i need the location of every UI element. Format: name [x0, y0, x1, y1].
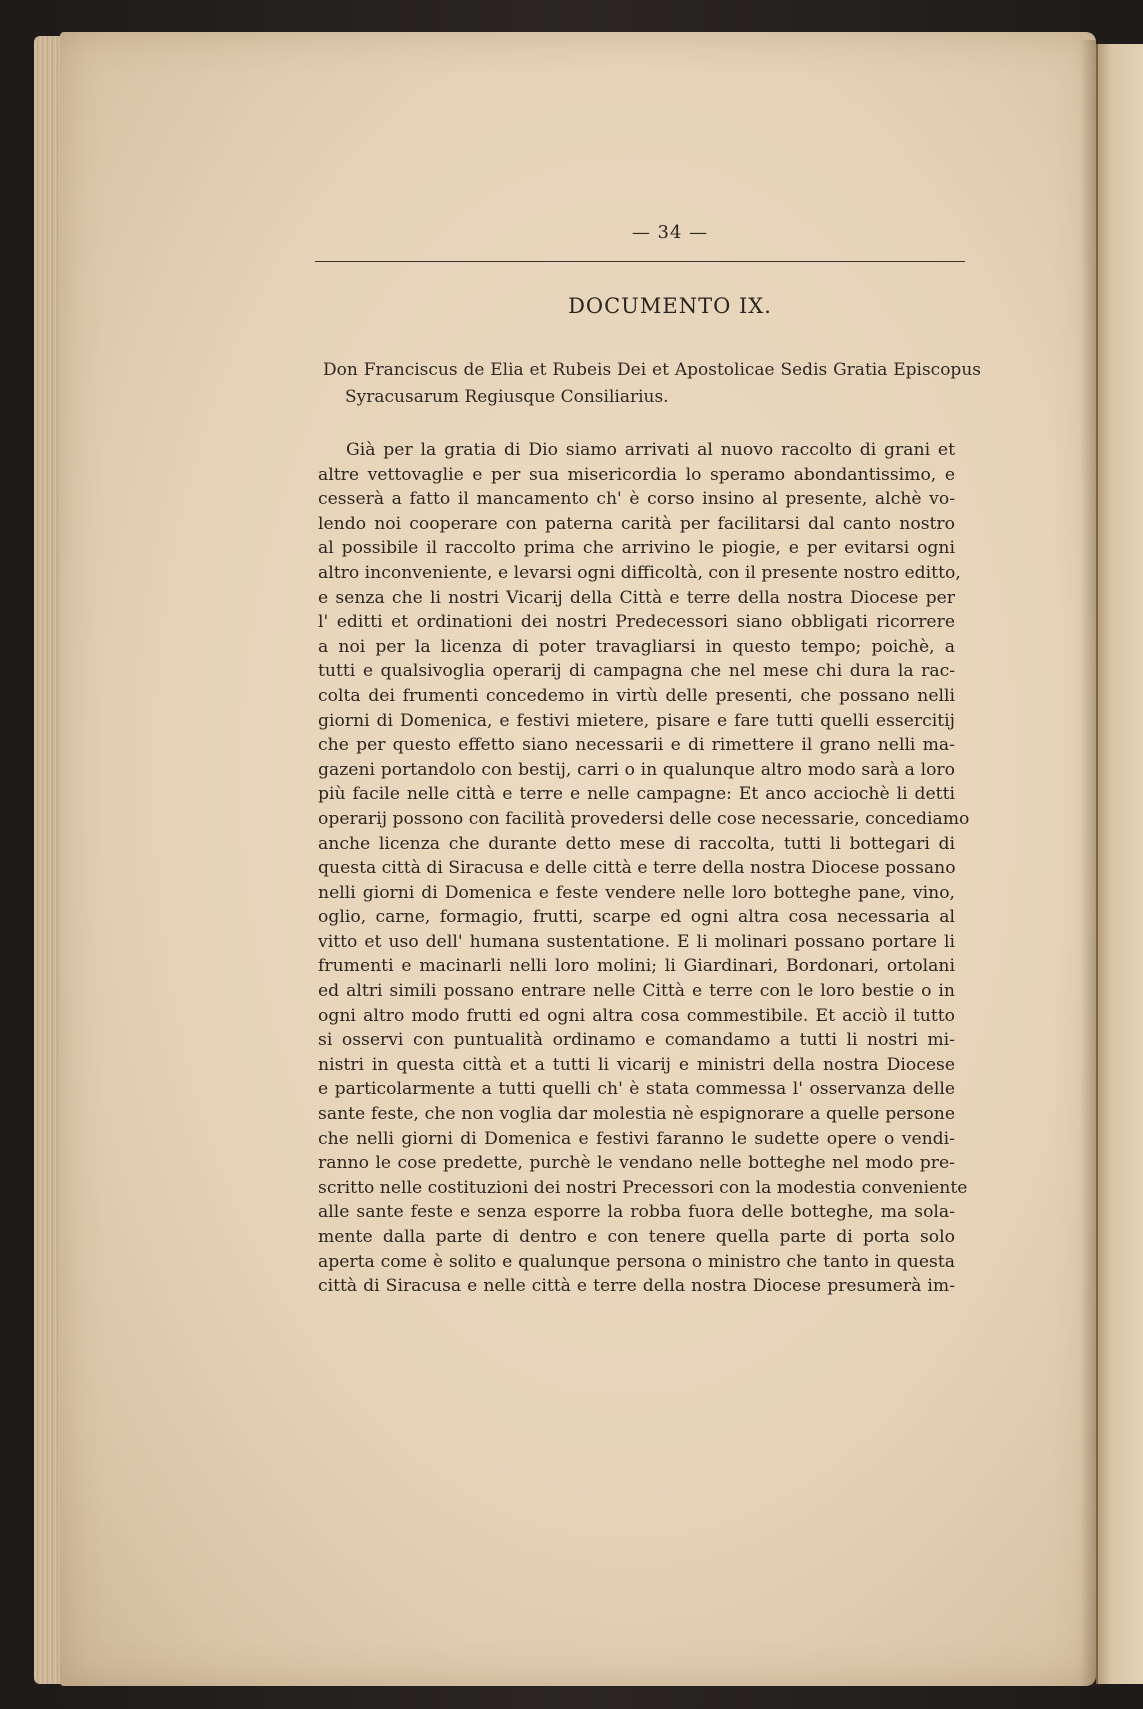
- body-line: nistri in questa città et a tutti li vicarij e ministri della nostra Diocese: [318, 1054, 955, 1075]
- body-line: ogni altro modo frutti ed ogni altra cosa commestibile. Et acciò il tutto: [318, 1005, 955, 1026]
- page-number: — 34 —: [631, 222, 709, 243]
- body-line: scritto nelle costituzioni dei nostri Precessori con la modestia conveniente: [318, 1177, 968, 1198]
- body-line: si osservi con puntualità ordinamo e comandamo a tutti li nostri mi-: [318, 1030, 955, 1051]
- body-line: ranno le cose predette, purchè le vendano nelle botteghe nel modo pre-: [318, 1153, 955, 1174]
- facing-page-edge: [1096, 44, 1143, 1684]
- body-line: lendo noi cooperare con paterna carità per facilitarsi dal canto nostro: [318, 513, 955, 534]
- body-line: e senza che li nostri Vicarij della Città e terre della nostra Diocese per: [318, 587, 955, 608]
- body-line: più facile nelle città e terre e nelle campagne: Et anco acciochè li detti: [318, 784, 955, 805]
- body-line: alle sante feste e senza esporre la robba fuora delle botteghe, ma sola-: [318, 1202, 955, 1223]
- body-line: tutti e qualsivoglia operarij di campagna che nel mese chi dura la rac-: [318, 661, 955, 682]
- body-line: giorni di Domenica, e festivi mietere, pisare e fare tutti quelli essercitij: [318, 710, 955, 731]
- document-title: DOCUMENTO IX.: [568, 294, 772, 318]
- body-line: e particolarmente a tutti quelli ch' è stata commessa l' osservanza delle: [318, 1079, 955, 1100]
- body-line: nelli giorni di Domenica e feste vendere nelle loro botteghe pane, vino,: [318, 882, 955, 903]
- body-line: ed altri simili possano entrare nelle Città e terre con le loro bestie o in: [318, 981, 955, 1002]
- body-line: vitto et uso dell' humana sustentatione. E li molinari possano portare li: [318, 931, 955, 952]
- body-line: questa città di Siracusa e delle città e terre della nostra Diocese possano: [318, 858, 956, 879]
- body-line: Già per la gratia di Dio siamo arrivati al nuovo raccolto di grani et: [346, 440, 955, 460]
- body-line: l' editti et ordinationi dei nostri Predecessori siano obbligati ricorrere: [318, 612, 955, 633]
- body-line: gazeni portandolo con bestij, carri o in qualunque altro modo sarà a loro: [318, 759, 955, 780]
- body-line: altre vettovaglie e per sua misericordia lo speramo abondantissimo, e: [318, 464, 955, 485]
- body-line: colta dei frumenti concedemo in virtù delle presenti, che possano nelli: [318, 685, 955, 706]
- body-line: mente dalla parte di dentro e con tenere quella parte di porta solo: [318, 1227, 955, 1247]
- header-rule: [315, 261, 965, 262]
- body-line: sante feste, che non voglia dar molestia nè espignorare a quelle persone: [318, 1104, 955, 1125]
- body-line: oglio, carne, formagio, frutti, scarpe ed ogni altra cosa necessaria al: [318, 907, 955, 928]
- body-line: cesserà a fatto il mancamento ch' è corso insino al presente, alchè vo-: [318, 489, 955, 510]
- body-line: altro inconveniente, e levarsi ogni difficoltà, con il presente nostro editto,: [318, 562, 961, 583]
- body-line: a noi per la licenza di poter travagliarsi in questo tempo; poichè, a: [318, 636, 955, 657]
- body-line: che nelli giorni di Domenica e festivi faranno le sudette opere o vendi-: [318, 1128, 955, 1149]
- body-line: città di Siracusa e nelle città e terre della nostra Diocese presumerà im-: [318, 1276, 955, 1297]
- body-line: aperta come è solito e qualunque persona o ministro che tanto in questa: [318, 1251, 955, 1272]
- body-line: operarij possono con facilità provedersi delle cose necessarie, concediamo: [318, 808, 970, 829]
- body-line: anche licenza che durante detto mese di raccolta, tutti li bottegari di: [318, 833, 955, 854]
- document-heading: Don Franciscus de Elia et Rubeis Dei et Apostolicae Sedis Gratia Episcopus Syracusarum Regiusque Consiliarius.: [323, 360, 981, 407]
- document-body: [318, 438, 970, 1299]
- body-line: che per questo effetto siano necessarii e di rimettere il grano nelli ma-: [318, 735, 955, 756]
- body-line: frumenti e macinarli nelli loro molini; li Giardinari, Bordonari, ortolani: [318, 956, 955, 977]
- body-line: al possibile il raccolto prima che arrivino le piogie, e per evitarsi ogni: [318, 538, 955, 559]
